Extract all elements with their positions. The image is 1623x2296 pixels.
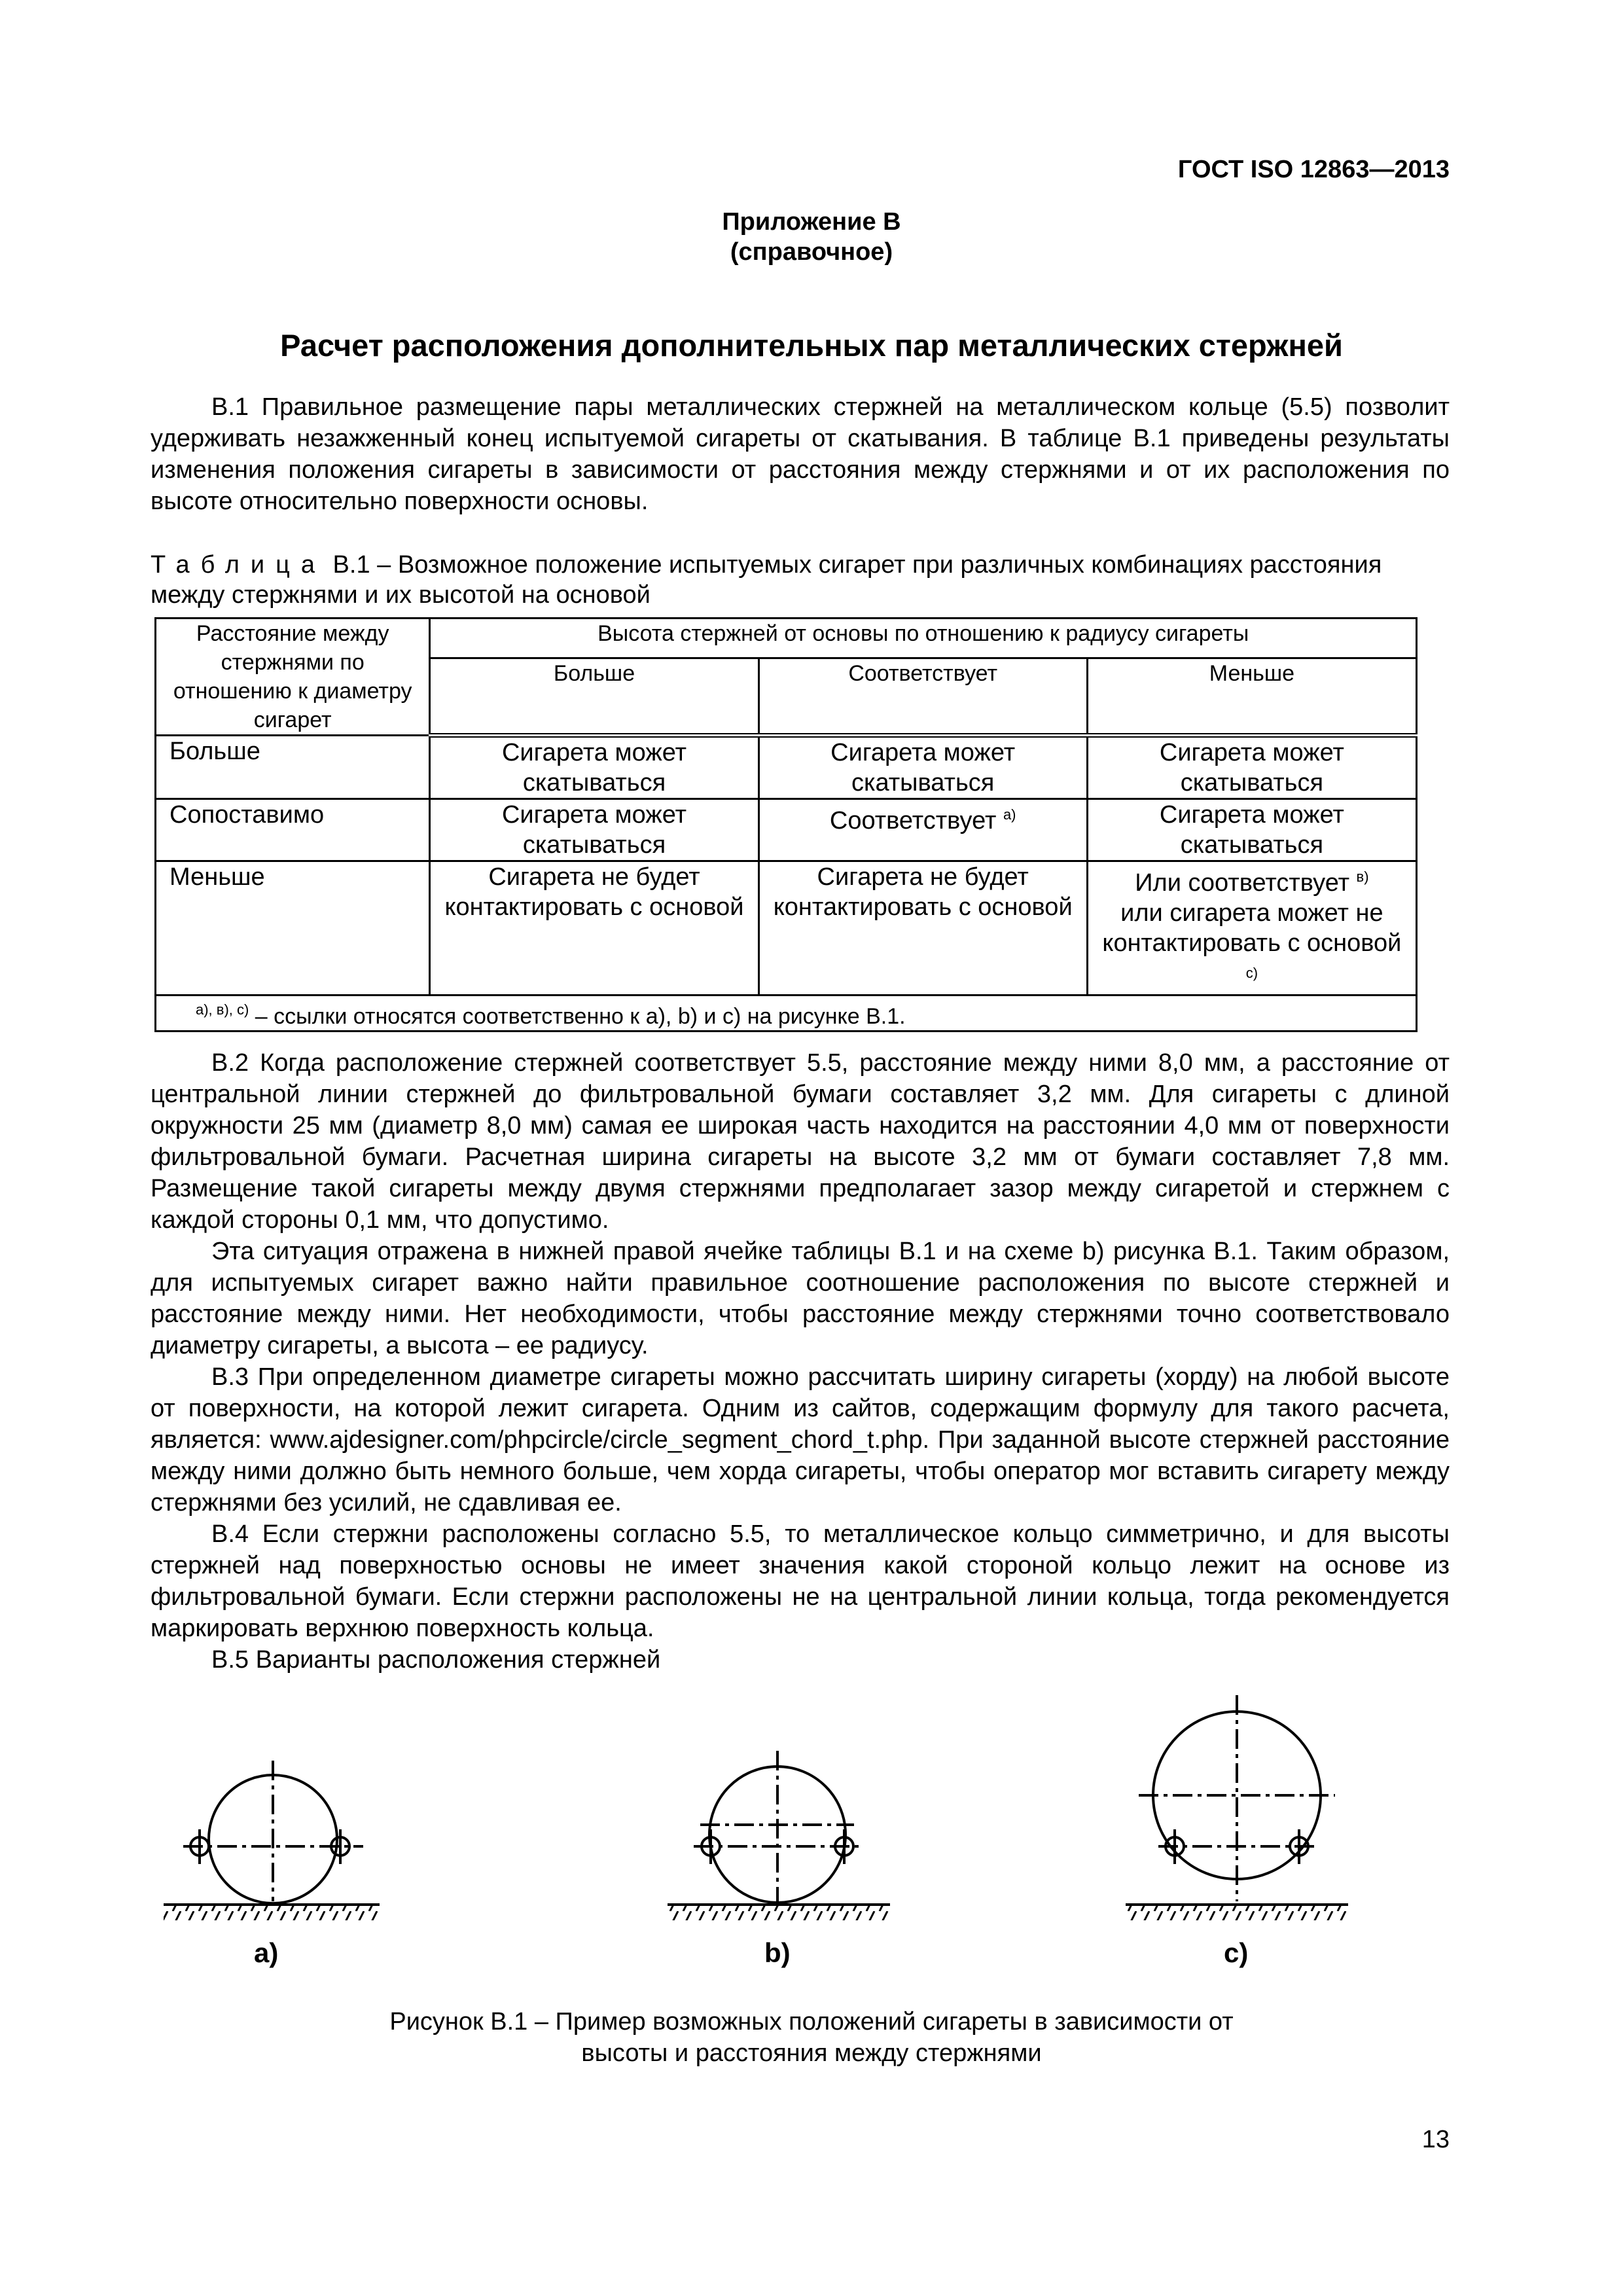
table-cell: Сигарета может скатываться <box>758 736 1087 799</box>
diagram-b <box>668 1751 890 1920</box>
table-col-header-less: Меньше <box>1087 658 1416 736</box>
table-caption <box>151 550 1450 610</box>
table-row-label: Сопоставимо <box>156 799 430 861</box>
paragraph-b5: В.5 Варианты расположения стержней <box>211 1646 661 1674</box>
table-caption-text: В.1 – Возможное положение испытуемых сигарет при различных комбинациях расстояния между стержнями и их высотой на основой <box>151 551 1382 609</box>
table-row-label: Больше <box>156 736 430 799</box>
table-col-header-equal: Соответствует <box>758 658 1087 736</box>
table-row-label: Меньше <box>156 861 430 996</box>
annex-type: (справочное) <box>730 238 893 266</box>
table-cell: Сигарета не будет контактировать с основой <box>758 861 1087 996</box>
annex-label: Приложение В <box>722 208 901 236</box>
table-cell: Сигарета не будет контактировать с основой <box>430 861 758 996</box>
paragraph-b2: В.2 Когда расположение стержней соответствует 5.5, расстояние между ними 8,0 мм, а расстояние от центральной линии стержней до фильтровальной бумаги составляет 3,2 мм. Для сигареты с длиной окружности 25 мм (диаметр 8,0 мм) самая ее широкая часть находится на расстоянии 4,0 мм от поверхности фильтровальной бумаги. Расчетная ширина сигареты на высоте 3,2 мм от бумаги составляет 7,8 мм. Размещение такой сигареты между двумя стержнями предполагает зазор между сигаретой и стержнем с каждой стороны 0,1 мм, что допустимо. <box>151 1049 1450 1234</box>
table-cell <box>758 799 1087 861</box>
figure-b1-diagram <box>0 1676 1623 1990</box>
paragraph-b2-continued: Эта ситуация отражена в нижней правой ячейке таблицы В.1 и на схеме b) рисунка В.1. Таким образом, для испытуемых сигарет важно найти правильное соотношение расположения по высоте стержней и расстояние между ними. Нет необходимости, чтобы расстояние между стержнями точно соответствовало диаметру сигареты, а высота – ее радиусу. <box>151 1238 1450 1359</box>
table-column-group-header: Высота стержней от основы по отношению к радиусу сигареты <box>430 619 1417 658</box>
figure-caption-line2: высоты и расстояния между стержнями <box>581 2039 1042 2067</box>
figure-label-c: c) <box>1224 1937 1249 1968</box>
figure-label-a: a) <box>254 1937 279 1968</box>
table-row <box>156 736 1417 799</box>
figure-caption <box>0 2006 1623 2069</box>
table-cell-text: Или соответствует <box>1135 869 1349 897</box>
paragraph-b3: В.3 При определенном диаметре сигареты можно рассчитать ширину сигареты (хорду) на любой высоте от поверхности, на которой лежит сигарета. Одним из сайтов, содержащим формулу для такого расчета, является: www.ajdesigner.com/phpcircle/circle_segment_chord_t.php. При заданной высоте стержней расстояние между ними должно быть немного больше, чем хорда сигареты, чтобы оператор мог вставить сигарету между стержнями без усилий, не сдавливая ее. <box>151 1363 1450 1516</box>
body-text <box>151 1047 1450 1676</box>
table-row <box>156 799 1417 861</box>
section-title: Расчет расположения дополнительных пар металлических стержней <box>280 328 1343 363</box>
paragraph-b1-text: В.1 Правильное размещение пары металлических стержней на металлическом кольце (5.5) позволит удерживать незажженный конец испытуемой сигареты от скатывания. В таблице В.1 приведены результаты изменения положения сигареты в зависимости от расстояния между стержнями и от их расположения по высоте относительно поверхности основы. <box>151 393 1450 515</box>
positions-table <box>154 617 1418 1032</box>
table-col-header-more: Больше <box>430 658 758 736</box>
footnote-ref: с) <box>1245 965 1258 981</box>
table-cell <box>1087 861 1416 996</box>
footnote-ref: в) <box>1356 869 1369 885</box>
page-number: 13 <box>1421 2126 1450 2153</box>
figure-label-b: b) <box>764 1937 791 1968</box>
table-footnote-row <box>156 996 1417 1031</box>
table-footnote <box>156 996 1417 1031</box>
diagram-c <box>1126 1695 1348 1920</box>
table-cell: Сигарета может скатываться <box>430 736 758 799</box>
paragraph-b1 <box>151 391 1450 517</box>
table-cell-text: Соответствует <box>829 807 997 834</box>
diagram-a <box>164 1761 380 1920</box>
table-cell: Сигарета может скатываться <box>430 799 758 861</box>
paragraph-b4: В.4 Если стержни расположены согласно 5.5, то металлическое кольцо симметрично, и для высоты стержней над поверхностью основы не имеет значения какой стороной кольцо лежит на основе из фильтровальной бумаги. Если стержни расположены не на центральной линии кольца, тогда рекомендуется маркировать верхнюю поверхность кольца. <box>151 1520 1450 1642</box>
table-cell-text: или сигарета может не контактировать с основой <box>1102 899 1402 957</box>
table-cell: Сигарета может скатываться <box>1087 736 1416 799</box>
standard-number: ГОСТ ISO 12863—2013 <box>1177 156 1450 183</box>
table-row-header: Расстояние между стержнями по отношению к диаметру сигарет <box>156 619 430 736</box>
footnote-ref: а) <box>1003 806 1016 823</box>
footnote-marks: а), в), с) <box>196 1001 249 1018</box>
table-caption-lead: Таблица <box>151 551 326 579</box>
table-row <box>156 861 1417 996</box>
annex-heading <box>0 207 1623 267</box>
footnote-text: – ссылки относятся соответственно к а), b) и с) на рисунке В.1. <box>249 1004 906 1029</box>
figure-caption-line1: Рисунок В.1 – Пример возможных положений сигареты в зависимости от <box>389 2008 1234 2036</box>
table-cell: Сигарета может скатываться <box>1087 799 1416 861</box>
